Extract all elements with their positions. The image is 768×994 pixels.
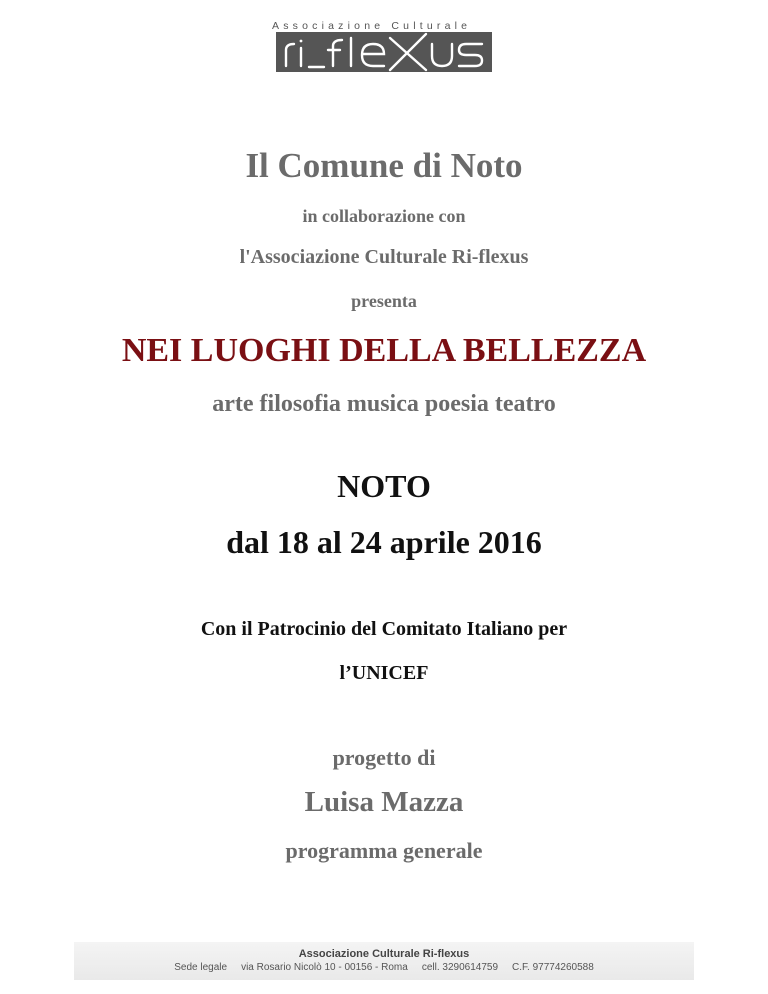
- footer: [74, 942, 694, 980]
- collaboration-text: in collaborazione con: [302, 206, 466, 226]
- program-label: programma generale: [285, 838, 483, 863]
- project-label: progetto di: [332, 745, 436, 770]
- patronage-line-1: Con il Patrocinio del Comitato Italiano per: [200, 618, 568, 640]
- association-name: l'Associazione Culturale Ri-flexus: [239, 246, 529, 268]
- footer-phone: cell. 3290614759: [421, 962, 499, 973]
- footer-title: Associazione Culturale Ri-flexus: [298, 948, 470, 960]
- footer-address: via Rosario Nicolò 10 - 00156 - Roma: [241, 962, 408, 973]
- event-place: NOTO: [337, 468, 431, 504]
- event-name: NEI LUOGHI DELLA BELLEZZA: [121, 332, 647, 369]
- logo-top-text: Associazione Culturale: [272, 20, 472, 32]
- event-subtitle: arte filosofia musica poesia teatro: [212, 391, 556, 417]
- presents-text: presenta: [351, 291, 417, 311]
- footer-seat-label: Sede legale: [174, 962, 228, 973]
- project-author: Luisa Mazza: [304, 786, 464, 818]
- footer-tax-code: C.F. 97774260588: [512, 962, 594, 973]
- page-title: Il Comune di Noto: [245, 146, 523, 185]
- association-logo: [276, 32, 492, 72]
- footer-details: [74, 962, 694, 973]
- patronage-line-2: l’UNICEF: [339, 662, 429, 684]
- event-dates: dal 18 al 24 aprile 2016: [226, 524, 542, 560]
